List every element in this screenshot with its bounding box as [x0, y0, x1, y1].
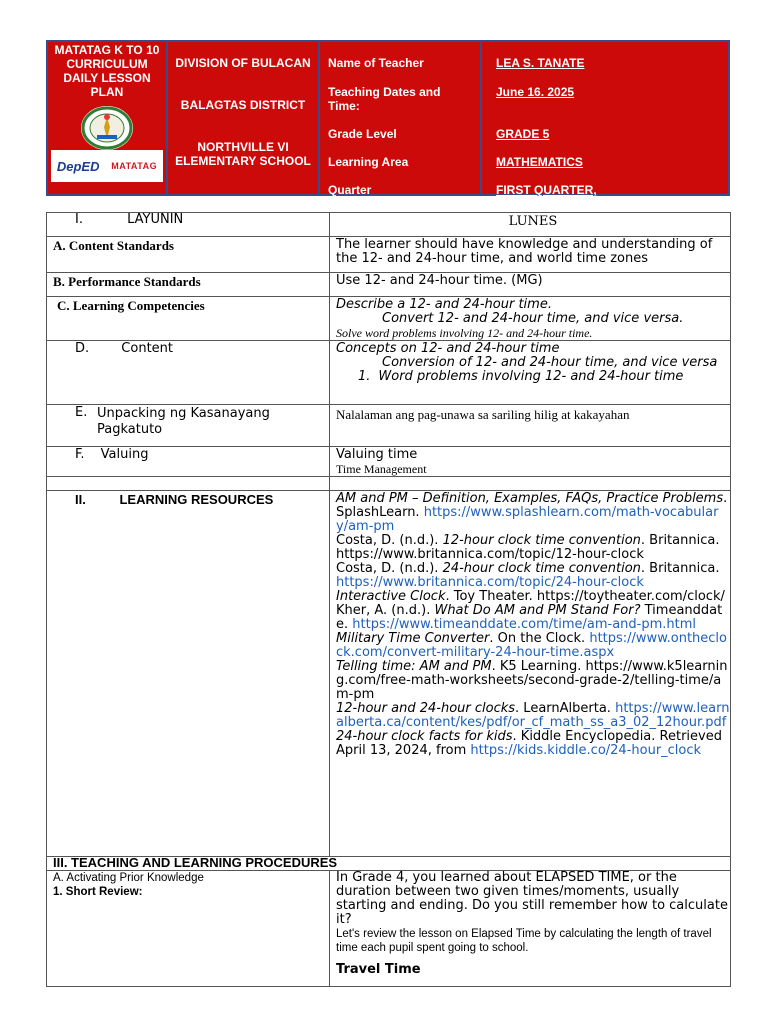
- matatag-logo: MATATAG: [111, 161, 158, 171]
- resource-item: Costa, D. (n.d.). 24-hour clock time convention. Britannica. https://www.britannica.com/topic/24-hour-clock: [336, 561, 720, 590]
- unpacking-number: E.: [75, 405, 88, 420]
- teacher-label: Name of Teacher: [328, 56, 424, 70]
- resources-label: LEARNING RESOURCES: [119, 492, 274, 507]
- layunin-header: [47, 213, 330, 237]
- resources-number: II.: [75, 492, 86, 507]
- content-standards-label: A. Content Standards: [47, 237, 330, 273]
- section-title: LAYUNIN: [127, 212, 184, 227]
- school-name: NORTHVILLE VI ELEMENTARY SCHOOL: [175, 140, 311, 168]
- learning-competencies-label: C. Learning Competencies: [47, 297, 330, 341]
- procedures-title: III. TEACHING AND LEARNING PROCEDURES: [47, 857, 731, 871]
- valuing-line: Valuing time: [336, 447, 418, 462]
- table-row: [47, 297, 731, 341]
- resource-link[interactable]: https://www.ontheclock.com/convert-military-24-hour-time.aspx: [336, 631, 728, 660]
- content-line: Word problems involving 12- and 24-hour time: [378, 369, 684, 384]
- dates-label: Teaching Dates and Time:: [328, 85, 441, 113]
- school-info-column: [168, 42, 320, 194]
- valuing-line: Time Management: [336, 462, 427, 476]
- content-line: Conversion of 12- and 24-hour time, and vice versa: [382, 355, 718, 370]
- valuing-label: Valuing: [100, 447, 149, 462]
- resource-link[interactable]: https://www.britannica.com/topic/24-hour-clock: [336, 575, 644, 590]
- table-row: [47, 273, 731, 297]
- district-name: BALAGTAS DISTRICT: [180, 98, 306, 112]
- grade-label: Grade Level: [328, 127, 397, 141]
- resource-link[interactable]: https://kids.kiddle.co/24-hour_clock: [470, 743, 702, 758]
- lesson-plan-header: [46, 40, 730, 196]
- school-seal-icon: [79, 105, 135, 151]
- content-number: D.: [75, 341, 90, 356]
- resource-item: Interactive Clock. Toy Theater. https://toytheater.com/clock/: [336, 589, 725, 604]
- resource-item: Telling time: AM and PM. K5 Learning. https://www.k5learning.com/free-math-worksheets/second-grade-2/telling-time/am-pm: [336, 659, 728, 702]
- curriculum-title: MATATAG K TO 10 CURRICULUM DAILY LESSON PLAN: [54, 43, 160, 99]
- dates-value: June 16. 2025: [496, 85, 575, 99]
- competency-line: Describe a 12- and 24-hour time.: [336, 297, 552, 312]
- info-values-column: [482, 42, 730, 197]
- valuing-label-cell: [47, 447, 330, 477]
- table-row: [47, 857, 731, 871]
- content-line-number: 1.: [358, 369, 371, 384]
- content-standards-text: The learner should have knowledge and understanding of the 12- and 24-hour time, and world time zones: [330, 237, 731, 273]
- valuing-cell: [330, 447, 731, 477]
- resource-link[interactable]: https://www.timeanddate.com/time/am-and-pm.html: [352, 617, 696, 632]
- short-review-label: 1. Short Review:: [53, 886, 143, 898]
- table-row: [47, 341, 731, 405]
- table-row: [47, 871, 731, 987]
- lesson-plan-table: [46, 212, 731, 987]
- table-row: [47, 447, 731, 477]
- teacher-value: LEA S. TANATE: [496, 56, 585, 70]
- table-row: [47, 477, 731, 491]
- spacer-cell: [330, 477, 731, 491]
- learning-competencies-cell: [330, 297, 731, 341]
- activating-label-cell: [47, 871, 330, 987]
- table-row: [47, 213, 731, 237]
- valuing-number: F.: [75, 447, 85, 462]
- division-name: DIVISION OF BULACAN: [175, 56, 311, 70]
- area-value: MATHEMATICS: [496, 155, 583, 169]
- unpacking-text: Nalalaman ang pag-unawa sa sariling hilig at kakayahan: [330, 405, 731, 447]
- travel-time-heading: Travel Time: [336, 962, 421, 977]
- competency-line: Convert 12- and 24-hour time, and vice versa.: [382, 311, 684, 326]
- activating-label: A. Activating Prior Knowledge: [53, 872, 204, 884]
- performance-standards-label: B. Performance Standards: [47, 273, 330, 297]
- content-line: Concepts on 12- and 24-hour time: [336, 341, 560, 356]
- section-number: I.: [75, 212, 83, 227]
- area-label: Learning Area: [328, 155, 409, 169]
- resource-item: AM and PM – Definition, Examples, FAQs, Practice Problems. SplashLearn. https://www.splashlearn.com/math-vocabulary/am-pm: [336, 491, 728, 534]
- grade-value: GRADE 5: [496, 127, 550, 141]
- resources-cell: [330, 491, 731, 857]
- resource-link[interactable]: https://www.learnalberta.ca/content/kes/pdf/or_cf_math_ss_a3_02_12hour.pdf: [336, 701, 730, 730]
- resource-link[interactable]: https://www.splashlearn.com/math-vocabulary/am-pm: [336, 505, 719, 534]
- deped-logo: DepED: [56, 158, 100, 174]
- resource-item: Military Time Converter. On the Clock. https://www.ontheclock.com/convert-military-24-hour-time.aspx: [336, 631, 728, 660]
- table-row: [47, 237, 731, 273]
- quarter-label: Quarter: [328, 183, 372, 197]
- resource-item: 12-hour and 24-hour clocks. LearnAlberta. https://www.learnalberta.ca/content/kes/pdf/or_cf_math_ss_a3_02_12hour.pdf: [336, 701, 730, 730]
- content-cell: [330, 341, 731, 405]
- resource-item: Costa, D. (n.d.). 12-hour clock time convention. Britannica. https://www.britannica.com/topic/12-hour-clock: [336, 533, 720, 562]
- activating-cell: [330, 871, 731, 987]
- curriculum-column: [48, 42, 168, 194]
- unpacking-label-cell: [47, 405, 330, 447]
- quarter-value: FIRST QUARTER,: [496, 183, 597, 197]
- resource-item: 24-hour clock facts for kids. Kiddle Encyclopedia. Retrieved April 13, 2024, from https://kids.kiddle.co/24-hour_clock: [336, 729, 722, 758]
- deped-matatag-logos: [51, 150, 163, 182]
- spacer-cell: [47, 477, 330, 491]
- unpacking-label: Unpacking ng Kasanayang Pagkatuto: [97, 406, 270, 437]
- activating-instruction: Let's review the lesson on Elapsed Time by calculating the length of travel time each pupil spent going to school.: [336, 928, 712, 954]
- info-labels-column: [320, 42, 482, 197]
- resource-item: Kher, A. (n.d.). What Do AM and PM Stand For? Timeanddate. https://www.timeanddate.com/time/am-and-pm.html: [336, 603, 723, 632]
- competency-line: Solve word problems involving 12- and 24-hour time.: [336, 326, 593, 340]
- content-label: Content: [121, 341, 173, 356]
- resources-label-cell: [47, 491, 330, 857]
- activating-text: In Grade 4, you learned about ELAPSED TIME, or the duration between two given times/moments, usually starting and ending. Do you still remember how to calculate it?: [336, 870, 728, 927]
- content-label-cell: [47, 341, 330, 405]
- table-row: [47, 405, 731, 447]
- day-header: LUNES: [330, 213, 731, 237]
- table-row: [47, 491, 731, 857]
- performance-standards-text: Use 12- and 24-hour time. (MG): [330, 273, 731, 297]
